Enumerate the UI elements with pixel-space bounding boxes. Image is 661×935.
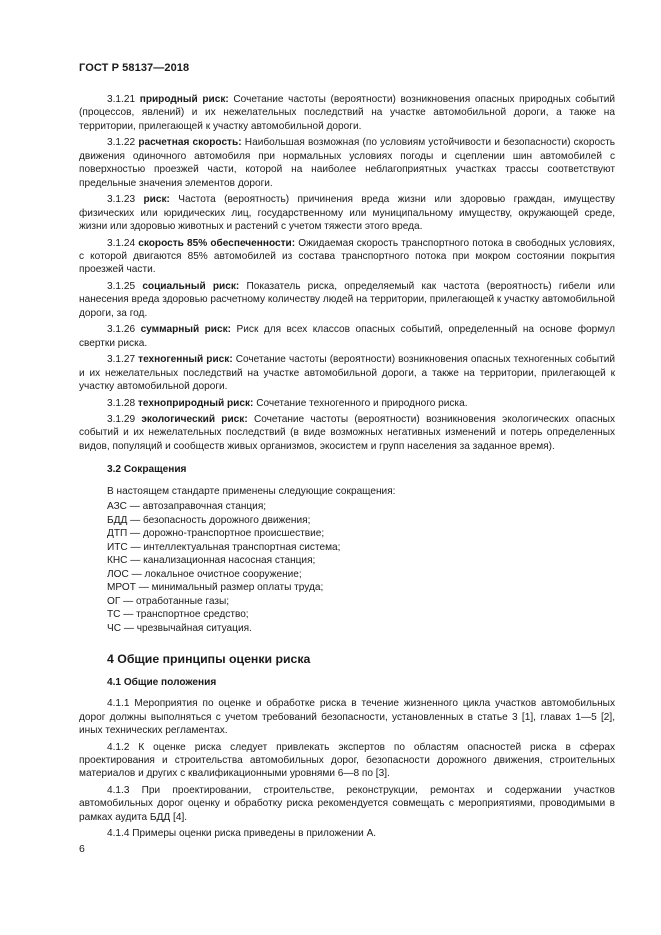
definition-3-1-27	[79, 353, 615, 393]
definitions-list	[79, 93, 615, 453]
definition-term: социальный риск:	[142, 280, 240, 292]
definition-3-1-29	[79, 413, 615, 453]
abbreviation-item: ЧС — чрезвычайная ситуация.	[107, 622, 252, 634]
definition-text: Сочетание частоты (вероятности) возникновения опасных техногенных событий и их нежелательных последствий на участке автомобильной дороги, а также на территории, прилегающей к участку автомобильной дороги.	[79, 354, 615, 393]
abbreviation-item: КНС — канализационная насосная станция;	[107, 555, 316, 567]
definition-number: 3.1.29	[107, 413, 136, 425]
definition-3-1-21	[79, 93, 615, 133]
page-number: 6	[79, 843, 85, 855]
abbreviations-heading: 3.2 Сокращения	[107, 464, 187, 476]
definition-text: Сочетание частоты (вероятности) возникновения экологических опасных событий и их нежелательных последствий (в виде возможных негативных изменений и потерь определенных видов, популяций и сообществ живых организмов, экосистем и групп населения за заданное время).	[79, 413, 615, 452]
definition-text: Риск для всех классов опасных событий, определенный на основе формул свертки риска.	[79, 324, 615, 349]
abbreviations-intro: В настоящем стандарте применены следующие сокращения:	[107, 485, 396, 497]
definition-3-1-23	[79, 193, 615, 233]
definition-3-1-26	[79, 323, 615, 350]
definition-number: 3.1.23	[107, 194, 136, 206]
definition-term: экологический риск:	[141, 413, 248, 425]
section-4-1-heading: 4.1 Общие положения	[107, 676, 217, 688]
definition-number: 3.1.27	[107, 354, 136, 366]
section-4-heading: 4 Общие принципы оценки риска	[107, 652, 311, 667]
definition-text: Сочетание частоты (вероятности) возникновения опасных природных событий (процессов, явлений) и их нежелательных последствий на участке автомобильной дороги, а также на территории, прилегающей к участку автомобильной дороги.	[79, 94, 615, 132]
page-content	[79, 93, 615, 844]
abbreviation-item: ЛОС — локальное очистное сооружение;	[107, 568, 302, 580]
abbreviations-list	[79, 500, 615, 635]
abbreviation-item: ДТП — дорожно-транспортное происшествие;	[107, 528, 325, 540]
paragraph-4-1-2: 4.1.2 К оценке риска следует привлекать экспертов по областям опасностей риска в сферах проектирования и строительства автомобильных дорог, безопасности дорожного движения, строительных материалов и других с квалификационными уровнями 6—8 по [3].	[79, 741, 615, 780]
definition-term: природный риск:	[139, 94, 229, 105]
paragraph-4-1-1: 4.1.1 Мероприятия по оценке и обработке риска в течение жизненного цикла участков автомобильных дорог должны выполняться с учетом требований безопасности, установленных в статье 3 [1], главах 1—5 [2], иных технических регламентах.	[79, 698, 615, 737]
definition-term: расчетная скорость:	[138, 137, 242, 149]
abbreviation-item: АЗС — автозаправочная станция;	[107, 501, 267, 513]
definition-number: 3.1.26	[107, 324, 136, 336]
definition-number: 3.1.24	[107, 237, 136, 249]
definition-number: 3.1.25	[107, 280, 136, 292]
abbreviation-item: БДД — безопасность дорожного движения;	[107, 514, 311, 526]
definition-text: Ожидаемая скорость транспортного потока в свободных условиях, с которой двигаются 85% автомобилей из состава транспортного потока при мокром состоянии покрытия проезжей части.	[79, 237, 615, 276]
definition-term: скорость 85% обеспеченности:	[138, 237, 296, 249]
paragraph-4-1-4: 4.1.4 Примеры оценки риска приведены в приложении А.	[107, 828, 377, 840]
definition-term: техногенный риск:	[138, 354, 233, 366]
document-code: ГОСТ Р 58137—2018	[79, 62, 190, 74]
definition-text: Наибольшая возможная (по условиям устойчивости и безопасности) скорость движения одиночного автомобиля при нормальных условиях погоды и сцеплении шин автомобилей с поверхностью проезжей части, которой на наиболее неблагоприятных участках трассы соответствуют предельные значения элементов дороги.	[79, 137, 616, 189]
definition-text: Частота (вероятность) причинения вреда жизни или здоровью граждан, имуществу физических или юридических лиц, государственному или муниципальному имуществу, окружающей среде, жизни или здоровью животных и растений с учетом тяжести этого вреда.	[79, 194, 615, 233]
definition-number: 3.1.21	[107, 94, 136, 105]
abbreviation-item: МРОТ — минимальный размер оплаты труда;	[107, 582, 324, 594]
definition-term: техноприродный риск:	[137, 397, 254, 409]
definition-3-1-25	[79, 280, 615, 320]
paragraph-4-1-3: 4.1.3 При проектировании, строительстве, реконструкции, ремонтах и содержании участков автомобильных дорог оценку и обработку риска рекомендуется совмещать с мероприятиями, проводимыми в рамках аудита БДД [4].	[79, 784, 615, 823]
definition-number: 3.1.28	[107, 397, 136, 409]
definition-term: суммарный риск:	[140, 324, 232, 336]
abbreviation-item: ИТС — интеллектуальная транспортная система;	[107, 541, 341, 553]
definition-text: Показатель риска, определяемый как частота (вероятность) гибели или нанесения вреда здоровью расчетному количеству людей на территории, прилегающей к участку автомобильной дороги, за год.	[79, 280, 616, 319]
definition-3-1-24	[79, 237, 615, 277]
definition-number: 3.1.22	[107, 137, 136, 149]
abbreviation-item: ТС — транспортное средство;	[107, 609, 249, 621]
abbreviation-item: ОГ — отработанные газы;	[107, 595, 230, 607]
definition-text: Сочетание техногенного и природного риска.	[253, 397, 468, 409]
definition-3-1-22	[79, 136, 615, 190]
definition-3-1-28	[79, 397, 615, 410]
definition-term: риск:	[143, 194, 170, 206]
